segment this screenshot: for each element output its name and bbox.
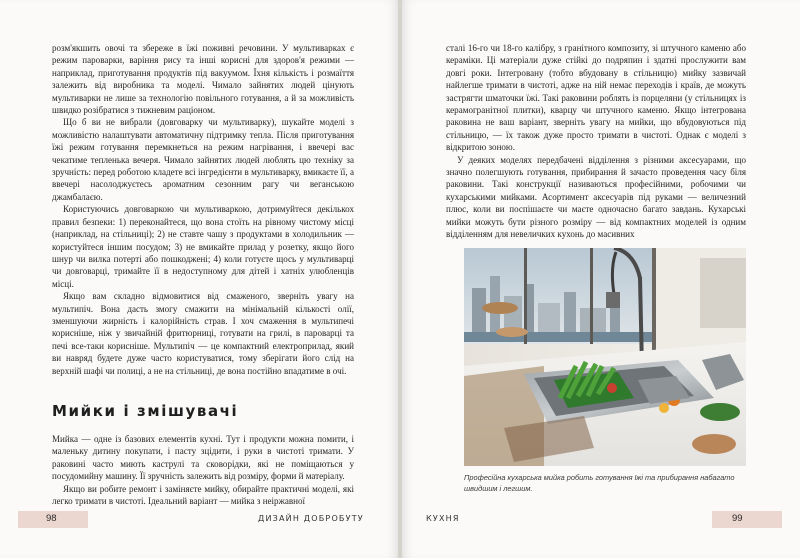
paragraph: Мийка — одне із базових елементів кухні. Тут і продукти можна помити, і маленьку дитину покупати, і пасту зцідити, і руки в чистоті тримати. У раковині часто миють каструлі та сковорідки, які не поміщаються у посудомийну машину. Її зручність залежить від розміру, форми й матеріалу. bbox=[52, 434, 354, 482]
page-number-left: 98 bbox=[46, 513, 57, 524]
book-gutter bbox=[398, 0, 402, 558]
right-body-text bbox=[446, 42, 746, 241]
paragraph: сталі 16-го чи 18-го калібру, з гранітного композиту, зі штучного каменю або кераміки. Ці матеріали дуже стійкі до подряпин і здатні прослужити вам довгі роки. Інтегровану (тобто вбудовану в стільницю) мийку зазвичай найлегше тримати в чистоті, адже на ній немає переходів і країв, де можуть застрягти шматочки їжі. Такі раковини роблять із порцеляни (у стільницях із керамогранітної плитки), кварцу чи штучного каменю. Якщо інтегрована раковина не ваш варіант, зверніть увагу на мийки, що вбудовуються під стільницю, — їх також дуже просто тримати в чистоті. Однак є моделі з відкритою зоною. bbox=[446, 43, 746, 153]
paragraph: У деяких моделях передбачені відділення з різними аксесуарами, що значно полегшують готування, прибирання й зачасто проведення часу біля раковини. Такі конструкції називаються професійними, робочими чи кухарськими мийками. Асортимент аксесуарів під руками — величезний плюс, коли ви поспішаєте чи маєте одночасно багато завдань. Кухарські мийки можуть бути різного розміру — від компактних моделей із одним відділенням для невеличких кухонь до масивних bbox=[446, 154, 746, 240]
paragraph: Якщо вам складно відмовитися від смаженого, зверніть увагу на мультипіч. Вона дасть змогу смажити на мінімальній кількості олії, зменшуючи жирність і калорійність страв. І хоч смаження в мультипечі корисніше, ніж у звичайній фритюрниці, готувати на грилі, в пароварці та печі все-таки корисніше. Мультипіч — це компактний електроприлад, який ви навряд будете дуже часто користуватися, тому зберігати його слід на верхній шафі чи полиці, а не на стільниці, де вона постійно впадатиме в очі. bbox=[52, 291, 354, 376]
page-number-right: 99 bbox=[732, 513, 743, 524]
paragraph: Що б ви не вибрали (довговарку чи мультиварку), шукайте моделі з можливістю налаштувати автоматичну підтримку тепла. Після приготування їжі режим готування перемкнеться на режим нагрівання, і ввечері вас чекатиме тепленька вечеря. Чимало зайнятих людей люблять цю техніку за зручність: перед роботою кладете всі інгредієнти в мультиварку, вмикаєте її, а ввечері насолоджуєтесь ароматним сезонним рагу чи веганською джамбалаєю. bbox=[52, 117, 354, 202]
left-body-text-top bbox=[52, 42, 354, 377]
paragraph: розм'якшить овочі та збереже в їжі поживні речовини. У мультиварках є режим пароварки, варіння рису та інші корисні для здоров'я режими — наприклад, приготування продуктів під вакуумом. Їхня кількість і розмаїття залежить від виробника та моделі. Чимало зайнятих людей цінують мультиварки не лише за технологію повільного готування, а й за можливість швидко розібратися з тижневим раціоном. bbox=[52, 43, 354, 116]
section-heading: Мийки і змішувачі bbox=[52, 402, 239, 420]
paragraph: Користуючись довговаркою чи мультиваркою, дотримуйтеся декількох правил безпеки: 1) переконайтеся, що вона стоїть на рівному чистому місці (наприклад, на стільниці); 2) не ставте чашу з продуктами в холодильник — користуйтеся іншим посудом; 3) не вмикайте прилад у розетку, якщо його шнур чи вилка потерті або пошкоджені; 4) коли готуєте щось у мультиварці чи довговарці, тримайте її в недоступному для дітей і хатніх улюбленців місці. bbox=[52, 204, 354, 289]
running-title-left: ДИЗАЙН ДОБРОБУТУ bbox=[258, 514, 364, 523]
running-title-right: КУХНЯ bbox=[426, 514, 460, 523]
footer-accent-right bbox=[712, 511, 782, 528]
photo-caption: Професійна кухарська мийка робить готування їжі та прибирання набагато швидшим і легшим. bbox=[464, 473, 735, 493]
kitchen-sink-photo bbox=[464, 248, 746, 466]
left-body-text-bottom bbox=[52, 433, 354, 507]
paragraph: Якщо ви робите ремонт і заміняєте мийку, обирайте практичні моделі, які легко тримати в чистоті. Ідеальний варіант — мийка з неіржавної bbox=[52, 483, 354, 507]
